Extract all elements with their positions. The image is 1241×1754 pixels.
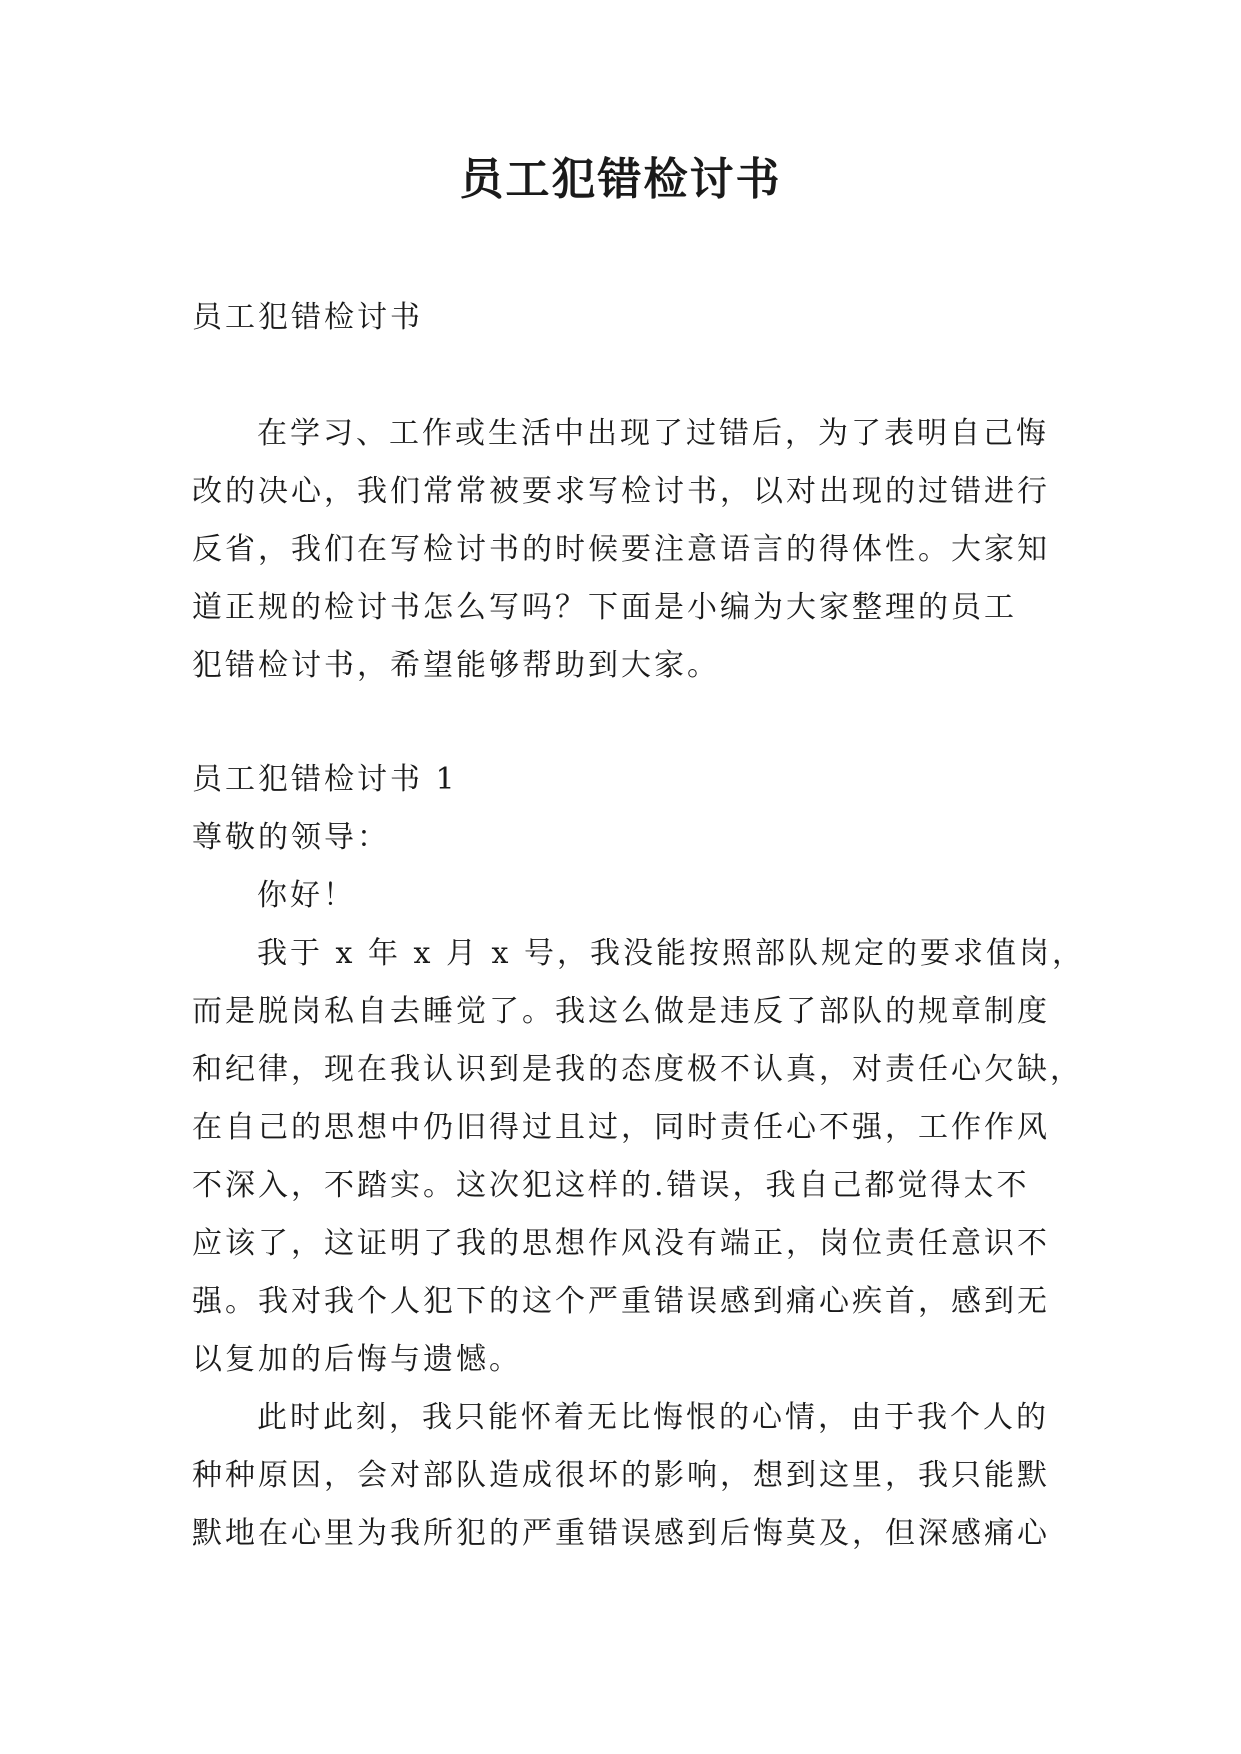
paragraph-line: 默地在心里为我所犯的严重错误感到后悔莫及，但深感痛心 (192, 1516, 1050, 1551)
paragraph-line: 应该了，这证明了我的思想作风没有端正，岗位责任意识不 (192, 1226, 1050, 1261)
intro-line: 在学习、工作或生活中出现了过错后，为了表明自己悔 (257, 416, 1049, 451)
document-title: 员工犯错检讨书 (459, 154, 782, 205)
paragraph-line: 在自己的思想中仍旧得过且过，同时责任心不强，工作作风 (192, 1110, 1050, 1145)
intro-line: 道正规的检讨书怎么写吗？下面是小编为大家整理的员工 (192, 590, 1017, 625)
paragraph-line: 而是脱岗私自去睡觉了。我这么做是违反了部队的规章制度 (192, 994, 1050, 1029)
intro-line: 反省，我们在写检讨书的时候要注意语言的得体性。大家知 (192, 532, 1050, 567)
intro-line: 犯错检讨书，希望能够帮助到大家。 (192, 648, 720, 683)
intro-line: 改的决心，我们常常被要求写检讨书，以对出现的过错进行 (192, 474, 1050, 509)
paragraph-line: 此时此刻，我只能怀着无比悔恨的心情，由于我个人的 (257, 1400, 1049, 1435)
greeting: 你好！ (257, 878, 356, 913)
section-heading: 员工犯错检讨书 1 (192, 762, 458, 797)
paragraph-line: 我于 x 年 x 月 x 号，我没能按照部队规定的要求值岗， (257, 936, 1085, 971)
paragraph-line: 以复加的后悔与遗憾。 (192, 1342, 522, 1377)
paragraph-line: 不深入，不踏实。这次犯这样的.错误，我自己都觉得太不 (192, 1168, 1030, 1203)
document-subtitle: 员工犯错检讨书 (192, 300, 423, 335)
paragraph-line: 和纪律，现在我认识到是我的态度极不认真，对责任心欠缺， (192, 1052, 1083, 1087)
salutation: 尊敬的领导： (192, 820, 390, 855)
paragraph-line: 强。我对我个人犯下的这个严重错误感到痛心疾首，感到无 (192, 1284, 1050, 1319)
paragraph-line: 种种原因，会对部队造成很坏的影响，想到这里，我只能默 (192, 1458, 1050, 1493)
